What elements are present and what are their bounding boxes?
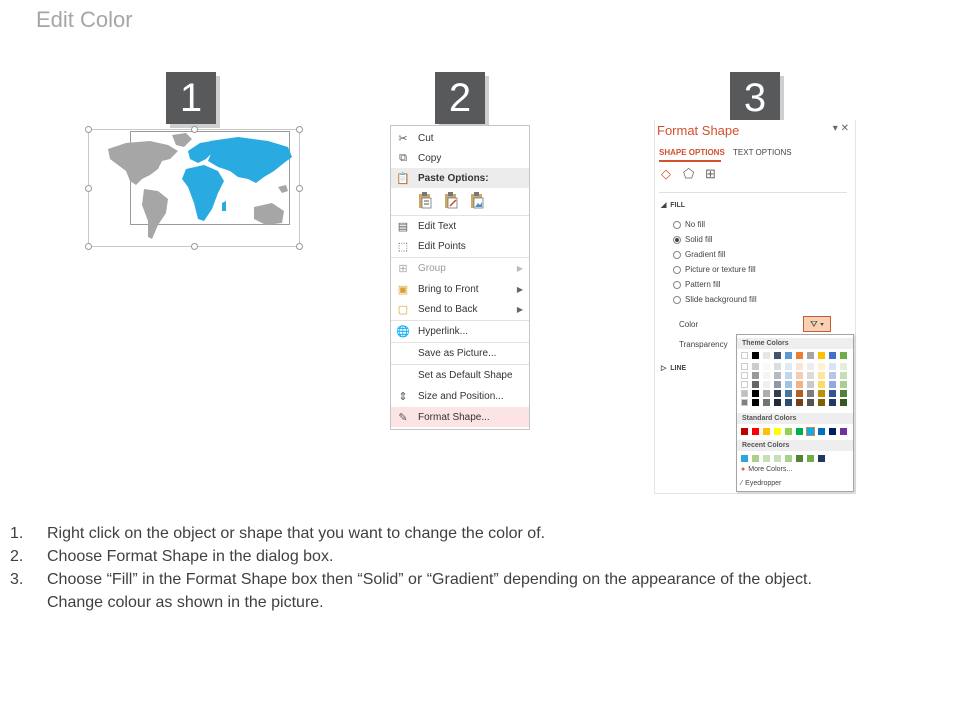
color-swatch[interactable] (807, 390, 814, 397)
color-swatch[interactable] (840, 363, 847, 370)
submenu-arrow-icon: ▶ (516, 304, 523, 314)
color-swatch[interactable] (796, 372, 803, 379)
color-swatch[interactable] (741, 381, 748, 388)
fill-color-button[interactable]: ⛛ ▾ (803, 316, 831, 332)
menu-item-send-to-back[interactable]: ▢ Send to Back ▶ (391, 299, 529, 319)
color-swatch[interactable] (752, 363, 759, 370)
menu-item-edit-text[interactable]: ▤ Edit Text (391, 216, 529, 236)
radio-pattern-fill[interactable]: Pattern fill (673, 280, 721, 289)
color-swatch[interactable] (774, 399, 781, 406)
instruction-item: 1. Right click on the object or shape that you want to change the color of. (10, 525, 546, 542)
color-swatch[interactable] (763, 455, 770, 462)
paste-icon: 📋 (396, 172, 410, 185)
color-swatch[interactable] (763, 363, 770, 370)
color-swatch[interactable] (763, 381, 770, 388)
color-swatch[interactable] (829, 352, 836, 359)
color-swatch[interactable] (829, 428, 836, 435)
color-swatch[interactable] (840, 428, 847, 435)
divider (659, 192, 847, 193)
color-swatch[interactable] (796, 352, 803, 359)
color-swatch[interactable] (752, 455, 759, 462)
scissors-icon: ✂ (398, 132, 408, 145)
color-swatch[interactable] (763, 428, 770, 435)
color-swatch[interactable] (785, 381, 792, 388)
color-swatch[interactable] (840, 352, 847, 359)
menu-item-group[interactable]: ⊞ Group ▶ (391, 258, 529, 278)
pane-options-icon[interactable]: ▾ (832, 123, 838, 134)
color-swatch[interactable] (774, 372, 781, 379)
color-swatch[interactable] (741, 372, 748, 379)
paint-bucket-icon: ⛛ (810, 319, 818, 329)
color-swatch[interactable] (741, 363, 748, 370)
menu-item-bring-to-front[interactable]: ▣ Bring to Front ▶ (391, 279, 529, 299)
color-swatch[interactable] (829, 381, 836, 388)
menu-header-paste-options: 📋 Paste Options: (391, 168, 529, 188)
paste-destination-theme-icon[interactable] (443, 192, 459, 210)
color-swatch[interactable] (818, 455, 825, 462)
color-swatch[interactable] (807, 455, 814, 462)
color-swatch[interactable] (752, 352, 759, 359)
color-swatch[interactable] (741, 455, 748, 462)
close-icon[interactable]: ✕ (840, 123, 849, 134)
radio-gradient-fill[interactable]: Gradient fill (673, 250, 725, 259)
world-map-shape[interactable] (88, 129, 300, 247)
color-swatch[interactable] (785, 372, 792, 379)
group-icon: ⊞ (398, 262, 408, 275)
color-swatch[interactable] (818, 381, 825, 388)
color-swatch[interactable] (807, 352, 814, 359)
menu-item-hyperlink[interactable]: 🌐 Hyperlink... (396, 325, 469, 338)
expand-arrow-icon: ▷ (661, 365, 667, 372)
color-swatch[interactable] (796, 428, 803, 435)
color-swatch[interactable] (752, 428, 759, 435)
fill-line-icon[interactable]: ◇ (661, 166, 671, 181)
color-swatch[interactable] (785, 399, 792, 406)
size-position-icon: ⇕ (398, 390, 408, 403)
color-swatch[interactable] (807, 399, 814, 406)
hyperlink-icon: 🌐 (396, 325, 410, 338)
color-swatch[interactable] (763, 399, 770, 406)
bring-to-front-icon: ▣ (397, 283, 409, 296)
step-number-1: 1 (166, 72, 216, 124)
active-tab-indicator (659, 160, 721, 162)
transparency-label: Transparency (679, 340, 728, 349)
effects-icon[interactable]: ⬠ (683, 166, 695, 181)
line-section-header[interactable]: ▷ LINE (661, 365, 687, 372)
radio-solid-fill[interactable]: Solid fill (673, 235, 713, 244)
color-swatch[interactable] (741, 390, 748, 397)
color-swatch[interactable] (763, 352, 770, 359)
color-swatch[interactable] (774, 455, 781, 462)
collapse-arrow-icon: ◢ (661, 202, 667, 209)
color-swatch[interactable] (829, 390, 836, 397)
color-swatch[interactable] (752, 372, 759, 379)
color-swatch[interactable] (741, 352, 748, 359)
step-number-3: 3 (730, 72, 780, 124)
color-swatch[interactable] (752, 381, 759, 388)
color-swatch[interactable] (796, 381, 803, 388)
world-map-graphic (88, 129, 300, 247)
radio-picture-texture-fill[interactable]: Picture or texture fill (673, 265, 756, 274)
step-number-2: 2 (435, 72, 485, 124)
instruction-item: 3. Choose “Fill” in the Format Shape box then “Solid” or “Gradient” depending on the appearance of the object. (10, 571, 812, 588)
color-swatch[interactable] (741, 399, 748, 406)
instructions-list (10, 522, 950, 614)
context-menu (390, 125, 530, 430)
instruction-item: 2. Choose Format Shape in the dialog box. (10, 548, 334, 565)
color-swatch[interactable] (840, 372, 847, 379)
color-swatch[interactable] (763, 390, 770, 397)
menu-item-set-default-shape[interactable]: Set as Default Shape (418, 369, 513, 381)
color-swatch[interactable] (741, 428, 748, 435)
menu-item-copy[interactable]: ⧉ Copy (391, 148, 529, 168)
menu-item-save-as-picture[interactable]: Save as Picture... (418, 347, 497, 359)
size-properties-icon[interactable]: ⊞ (705, 166, 716, 181)
format-shape-icon: ✎ (398, 411, 408, 424)
color-swatch[interactable] (829, 363, 836, 370)
color-swatch[interactable] (774, 428, 781, 435)
color-swatch[interactable] (840, 390, 847, 397)
radio-no-fill[interactable]: No fill (673, 220, 705, 229)
color-swatch[interactable] (818, 390, 825, 397)
color-swatch[interactable] (796, 363, 803, 370)
color-wheel-icon: ● (741, 466, 746, 473)
eyedropper-icon: ⁄ (741, 480, 743, 487)
color-swatch[interactable] (807, 372, 814, 379)
color-swatch[interactable] (807, 363, 814, 370)
color-swatch[interactable] (840, 381, 847, 388)
radio-slide-background-fill[interactable]: Slide background fill (673, 295, 757, 304)
fill-section-header[interactable]: ◢ FILL (661, 202, 686, 209)
recent-colors-header: Recent Colors (737, 440, 853, 451)
page-title: Edit Color (36, 7, 133, 32)
color-swatch[interactable] (829, 399, 836, 406)
color-swatch[interactable] (785, 428, 792, 435)
color-swatch[interactable] (752, 399, 759, 406)
color-swatch[interactable] (818, 372, 825, 379)
color-swatch[interactable] (774, 381, 781, 388)
paste-picture-icon[interactable] (469, 192, 485, 210)
color-swatch[interactable] (840, 399, 847, 406)
eyedropper-item[interactable]: ⁄ Eyedropper (741, 480, 782, 487)
pane-title: Format Shape (657, 123, 740, 138)
color-swatch[interactable] (774, 352, 781, 359)
color-swatch[interactable] (807, 428, 814, 435)
copy-icon: ⧉ (399, 151, 407, 164)
color-swatch[interactable] (818, 352, 825, 359)
color-swatch[interactable] (818, 399, 825, 406)
edit-text-icon: ▤ (397, 220, 409, 233)
color-swatch[interactable] (785, 455, 792, 462)
color-swatch[interactable] (752, 390, 759, 397)
color-swatch[interactable] (785, 363, 792, 370)
menu-item-edit-points[interactable]: ⬚ Edit Points (391, 236, 529, 256)
color-swatch[interactable] (774, 363, 781, 370)
color-swatch[interactable] (818, 428, 825, 435)
submenu-arrow-icon: ▶ (516, 284, 523, 294)
color-swatch[interactable] (829, 372, 836, 379)
standard-colors-header: Standard Colors (737, 413, 853, 424)
instruction-item: Change colour as shown in the picture. (47, 594, 324, 611)
edit-points-icon: ⬚ (397, 240, 409, 253)
color-swatch[interactable] (818, 363, 825, 370)
menu-item-cut[interactable]: ✂ Cut (391, 128, 529, 148)
color-swatch[interactable] (785, 352, 792, 359)
menu-item-format-shape[interactable]: ✎ Format Shape... (391, 407, 529, 427)
color-swatch[interactable] (807, 381, 814, 388)
paste-keep-formatting-icon[interactable] (417, 192, 433, 210)
submenu-arrow-icon: ▶ (516, 263, 523, 273)
theme-colors-header: Theme Colors (737, 338, 853, 349)
color-swatch[interactable] (785, 390, 792, 397)
color-label: Color (679, 320, 699, 329)
send-to-back-icon: ▢ (397, 303, 409, 316)
color-swatch[interactable] (774, 390, 781, 397)
color-swatch[interactable] (796, 390, 803, 397)
menu-item-size-and-position[interactable]: ⇕ Size and Position... (391, 386, 529, 406)
color-swatch[interactable] (796, 455, 803, 462)
color-swatch[interactable] (796, 399, 803, 406)
color-picker-dropdown (736, 334, 854, 492)
more-colors-item[interactable]: ● More Colors... (741, 466, 793, 473)
tab-shape-options[interactable]: SHAPE OPTIONS (659, 148, 725, 157)
color-swatch[interactable] (763, 372, 770, 379)
tab-text-options[interactable]: TEXT OPTIONS (733, 148, 792, 157)
